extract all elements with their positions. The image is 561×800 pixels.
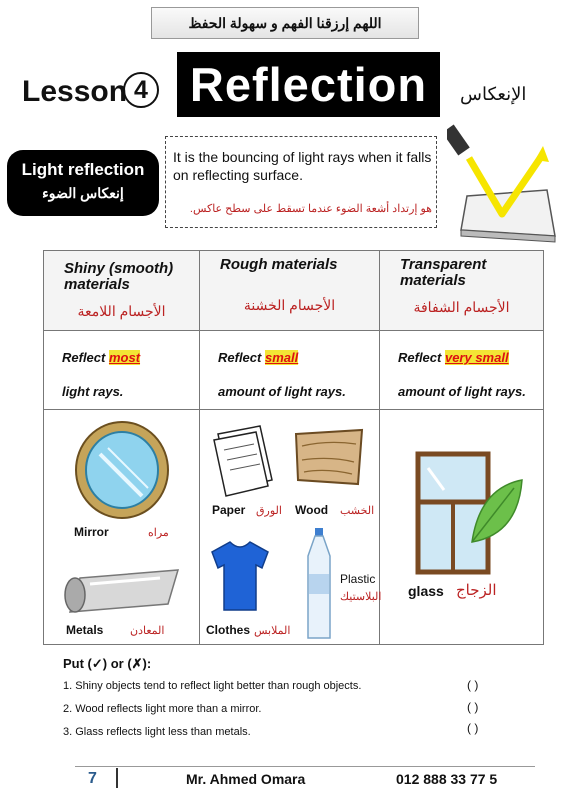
answer-blank-2[interactable]: ( ) xyxy=(467,700,479,714)
question-1: 1. Shiny objects tend to reflect light better than rough objects. xyxy=(63,680,362,692)
answer-blank-1[interactable]: ( ) xyxy=(467,678,479,692)
lesson-number: 4 xyxy=(123,72,159,108)
header-shiny xyxy=(44,251,200,331)
bottle-icon xyxy=(304,526,334,642)
topic-badge-ar: إنعكاس الضوء xyxy=(42,185,124,201)
header-shiny-en: Shiny (smooth) materials xyxy=(64,260,174,293)
mirror-label: Mirror xyxy=(74,525,109,539)
footer-divider xyxy=(75,766,535,767)
clothes-label-ar: الملابس xyxy=(254,625,291,637)
glass-label: glass xyxy=(408,583,444,599)
answer-blank-3[interactable]: ( ) xyxy=(467,721,479,735)
glass-label-ar: الزجاج xyxy=(456,582,497,599)
examples-shiny xyxy=(44,410,200,645)
definition-ar: هو إرتداد أشعة الضوء عندما تسقط على سطح عاكس. xyxy=(189,203,432,215)
desc-text: light rays. xyxy=(62,384,124,399)
desc-text: Reflect xyxy=(218,350,265,365)
desc-text: amount of light rays. xyxy=(218,384,346,399)
header-rough xyxy=(200,251,380,331)
footer-author: Mr. Ahmed Omara xyxy=(186,771,306,787)
metals-label: Metals xyxy=(66,623,104,637)
tshirt-icon xyxy=(208,538,272,614)
definition-en: It is the bouncing of light rays when it falls on reflecting surface. xyxy=(173,149,432,183)
examples-transparent xyxy=(380,410,544,645)
wood-label-ar: الخشب xyxy=(340,505,375,517)
footer-separator xyxy=(116,768,118,788)
question-2: 2. Wood reflects light more than a mirror. xyxy=(63,703,262,715)
paper-label-ar: الورق xyxy=(256,505,282,517)
materials-table xyxy=(43,250,544,645)
mirror-icon xyxy=(72,418,172,522)
prayer-banner: اللهم إرزقنا الفهم و سهولة الحفظ xyxy=(151,7,419,39)
header-transparent-en: Transparent materials xyxy=(400,256,487,289)
footer-phone: 012 888 33 77 5 xyxy=(396,771,498,787)
metal-roll-icon xyxy=(60,566,184,614)
plastic-label: Plastic xyxy=(340,572,376,586)
highlight-word: small xyxy=(264,350,299,365)
question-3: 3. Glass reflects light less than metals. xyxy=(63,726,251,738)
header-shiny-ar: الأجسام اللامعة xyxy=(77,303,166,319)
topic-badge-en: Light reflection xyxy=(21,160,145,179)
page-number: 7 xyxy=(88,770,97,787)
examples-rough xyxy=(200,410,380,645)
plastic-label-ar: البلاستيك xyxy=(340,591,382,603)
desc-text: Reflect xyxy=(398,350,445,365)
desc-text: amount of light rays. xyxy=(398,384,526,399)
lesson-title-arabic: الإنعكاس xyxy=(460,84,527,104)
lesson-label: Lesson xyxy=(22,75,128,108)
paper-label: Paper xyxy=(212,503,246,517)
window-icon xyxy=(414,450,526,580)
desc-transparent xyxy=(380,331,544,410)
header-rough-ar: الأجسام الخشنة xyxy=(243,297,336,313)
lesson-title: Reflection xyxy=(177,52,440,117)
metals-label-ar: المعادن xyxy=(130,625,165,637)
header-transparent-ar: الأجسام الشفافة xyxy=(413,299,510,315)
wood-label: Wood xyxy=(295,503,329,517)
desc-rough xyxy=(200,331,380,410)
desc-text: Reflect xyxy=(62,350,109,365)
header-transparent xyxy=(380,251,544,331)
paper-icon xyxy=(210,424,278,498)
desc-shiny xyxy=(44,331,200,410)
header-rough-en: Rough materials xyxy=(220,256,338,273)
flashlight-icon xyxy=(447,118,559,246)
wood-icon xyxy=(292,428,366,488)
exercise-instruction: Put (✓) or (✗): xyxy=(63,656,152,671)
highlight-word: most xyxy=(108,350,141,365)
clothes-label: Clothes xyxy=(206,623,251,637)
highlight-word: very small xyxy=(444,350,509,365)
mirror-label-ar: مراه xyxy=(148,527,169,539)
topic-badge xyxy=(7,150,159,216)
